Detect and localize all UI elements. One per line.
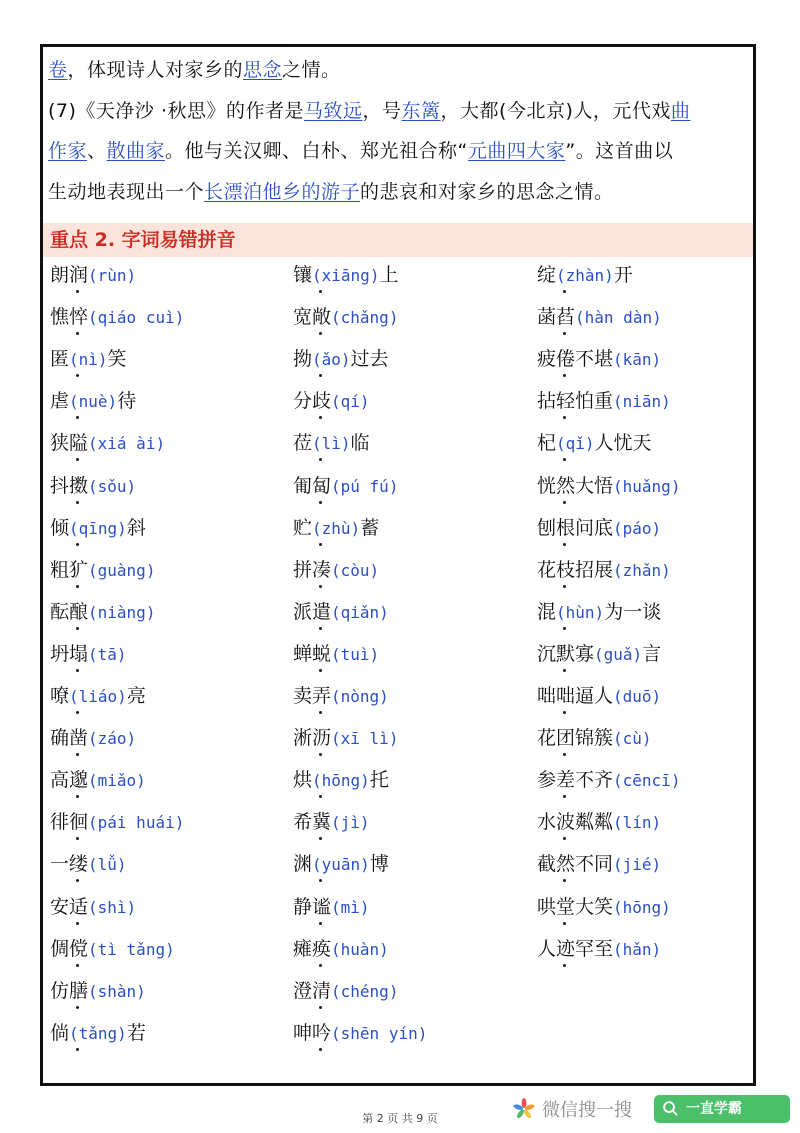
- vocab-word: 仿膳: [50, 979, 89, 1002]
- vocab-word: 粗犷: [50, 558, 89, 581]
- vocab-entry: [293, 936, 389, 963]
- vocab-suffix: 若: [126, 1021, 146, 1044]
- intro-text: [48, 50, 754, 212]
- key-term: 长漂泊他乡的游子: [204, 180, 361, 203]
- vocab-word: 贮: [293, 516, 313, 539]
- vocab-word: 希冀: [293, 811, 332, 834]
- emphasis-dot: [76, 501, 79, 504]
- vocab-pinyin: (cēncī): [613, 771, 681, 791]
- vocab-word: 咄咄逼人: [537, 685, 614, 707]
- vocab-entry: [50, 599, 155, 626]
- emphasis-dot: [319, 1006, 322, 1009]
- vocab-word: 瘫痪: [293, 937, 332, 960]
- emphasis-dot: [563, 922, 566, 925]
- vocab-pinyin: (duō): [613, 687, 662, 706]
- vocab-entry: [50, 936, 175, 963]
- vocab-word: 参差不齐: [537, 769, 614, 792]
- emphasis-dot: [563, 627, 566, 630]
- emphasis-dot: [76, 922, 79, 925]
- emphasis-dot: [319, 501, 322, 504]
- vocab-entry: [293, 1020, 427, 1047]
- vocab-entry: [293, 430, 370, 457]
- vocab-word: 憔悴: [50, 306, 89, 329]
- vocab-pinyin: (qǐ): [556, 434, 595, 454]
- vocab-entry: [293, 809, 370, 836]
- emphasis-dot: [76, 964, 79, 967]
- vocab-word: 呻吟: [293, 1021, 332, 1044]
- vocab-word: 一缕: [50, 853, 89, 876]
- emphasis-dot: [319, 585, 322, 588]
- vocab-entry: [537, 557, 671, 584]
- page-number: 第 2 页 共 9 页: [362, 1112, 438, 1125]
- vocab-pinyin: (zhǎn): [613, 560, 671, 580]
- emphasis-dot: [76, 1048, 79, 1051]
- vocab-pinyin: (qiǎn): [331, 602, 389, 622]
- vocab-pinyin: (pú fú): [331, 476, 399, 496]
- vocab-pinyin: (guǎ): [594, 644, 643, 664]
- vocab-word: 卖弄: [293, 685, 332, 707]
- intro-line-4: 生动地表现出一个长漂泊他乡的游子的悲哀和对家乡的思念之情。: [48, 180, 614, 203]
- emphasis-dot: [76, 711, 79, 714]
- vocab-pinyin: (huǎng): [613, 476, 681, 496]
- vocab-entry: [293, 683, 389, 710]
- emphasis-dot: [563, 501, 566, 504]
- vocab-pinyin: (zhù): [312, 518, 361, 538]
- vocab-entry: [537, 304, 662, 331]
- vocab-word: 匍匐: [293, 474, 332, 497]
- vocab-pinyin: (nuè): [69, 392, 118, 412]
- vocab-pinyin: (shàn): [88, 981, 146, 1001]
- vocab-pinyin: (nì): [69, 350, 108, 370]
- vocab-word: 恍然大悟: [537, 474, 614, 497]
- vocab-pinyin: (hàn dàn): [575, 308, 662, 328]
- vocab-word: 杞: [537, 432, 557, 455]
- emphasis-dot: [76, 290, 79, 293]
- emphasis-dot: [319, 290, 322, 293]
- vocab-suffix: 斜: [126, 516, 146, 539]
- emphasis-dot: [76, 1006, 79, 1009]
- vocab-suffix: 待: [117, 390, 137, 413]
- vocab-entry: [50, 725, 136, 752]
- vocab-word: 疲倦不堪: [537, 348, 614, 371]
- vocab-word: 派遣: [293, 600, 332, 623]
- intro-line-2: (7)《天净沙 ·秋思》的作者是马致远，号东篱，大都(今北京)人，元代戏曲: [48, 99, 691, 122]
- vocab-pinyin: (pái huái): [88, 813, 185, 833]
- vocab-word: 拗: [293, 348, 313, 371]
- vocab-suffix: 蓄: [360, 516, 380, 539]
- vocab-entry: [50, 809, 184, 836]
- emphasis-dot: [563, 585, 566, 588]
- vocab-pinyin: (tā): [88, 644, 127, 664]
- vocab-entry: [50, 304, 184, 331]
- emphasis-dot: [563, 964, 566, 967]
- vocab-pinyin: (hǎn): [613, 939, 662, 959]
- vocab-pinyin: (ǎo): [312, 350, 351, 370]
- vocab-pinyin: (qí): [331, 392, 370, 412]
- key-term: 曲: [670, 99, 691, 122]
- vocab-word: 渊: [293, 853, 313, 876]
- vocab-entry: [293, 894, 370, 921]
- vocab-pinyin: (rùn): [88, 266, 137, 285]
- vocab-entry: [50, 515, 146, 542]
- vocab-entry: [537, 346, 661, 373]
- vocab-pinyin: (hōng): [312, 771, 370, 791]
- vocab-word: 淅沥: [293, 727, 332, 750]
- vocab-suffix: 言: [642, 642, 662, 665]
- vocab-entry: [293, 515, 379, 542]
- vocab-entry: [537, 683, 661, 710]
- vocab-pinyin: (còu): [331, 560, 380, 580]
- vocab-word: 高邈: [50, 769, 89, 792]
- vocab-pinyin: (niàng): [88, 602, 156, 622]
- vocab-entry: [50, 473, 136, 500]
- intro-line-1: 卷，体现诗人对家乡的思念之情。: [48, 59, 341, 81]
- vocab-entry: [537, 725, 652, 752]
- vocab-word: 烘: [293, 769, 313, 792]
- vocab-word: 抖擞: [50, 474, 89, 497]
- vocab-word: 确凿: [50, 727, 89, 750]
- vocab-entry: [293, 599, 389, 626]
- vocab-pinyin: (zhàn): [556, 266, 614, 285]
- vocab-word: 人迹罕至: [537, 937, 614, 960]
- vocab-entry: [50, 894, 136, 921]
- vocab-pinyin: (shēn yín): [331, 1023, 428, 1043]
- vocab-word: 坍塌: [50, 642, 89, 665]
- vocab-word: 拈轻怕重: [537, 390, 614, 413]
- vocab-pinyin: (niān): [613, 392, 671, 412]
- vocab-entry: [537, 851, 661, 878]
- vocab-word: 莅: [293, 432, 313, 455]
- vocab-word: 酝酿: [50, 600, 89, 623]
- vocab-word: 蝉蜕: [293, 642, 332, 665]
- emphasis-dot: [563, 669, 566, 672]
- emphasis-dot: [76, 585, 79, 588]
- vocab-word: 分歧: [293, 390, 332, 413]
- vocab-word: 倾: [50, 516, 70, 539]
- vocab-suffix: 上: [379, 264, 399, 286]
- vocab-entry: [537, 262, 633, 289]
- vocab-pinyin: (miǎo): [88, 771, 146, 791]
- vocab-word: 花枝招展: [537, 558, 614, 581]
- vocab-word: 拼凑: [293, 558, 332, 581]
- key-term: 作家: [48, 140, 88, 162]
- vocab-entry: [293, 725, 398, 752]
- emphasis-dot: [319, 964, 322, 967]
- emphasis-dot: [319, 669, 322, 672]
- vocab-entry: [537, 473, 680, 500]
- vocab-entry: [537, 894, 671, 921]
- vocab-pinyin: (lì): [312, 434, 351, 454]
- vocab-suffix: 笑: [107, 348, 127, 371]
- vocab-entry: [50, 262, 136, 289]
- emphasis-dot: [76, 543, 79, 546]
- vocab-pinyin: (páo): [613, 518, 662, 538]
- wechat-search-button[interactable]: [654, 1095, 790, 1123]
- vocab-suffix: 托: [369, 769, 389, 792]
- watermark-text: 微信搜一搜: [542, 1100, 632, 1121]
- key-term: 思念: [243, 59, 283, 81]
- vocab-pinyin: (chéng): [331, 981, 399, 1001]
- vocab-pinyin: (cù): [613, 729, 652, 749]
- vocab-entry: [50, 346, 127, 373]
- vocab-entry: [293, 557, 379, 584]
- vocab-entry: [50, 1020, 146, 1047]
- section-title: 重点 2. 字词易错拼音: [50, 229, 236, 251]
- vocab-pinyin: (yuān): [312, 855, 370, 875]
- vocab-entry: [293, 641, 379, 668]
- emphasis-dot: [319, 543, 322, 546]
- vocab-word: 倘: [50, 1021, 70, 1044]
- vocab-word: 混: [537, 600, 557, 623]
- emphasis-dot: [563, 290, 566, 293]
- vocab-entry: [537, 599, 661, 626]
- emphasis-dot: [319, 711, 322, 714]
- vocab-pinyin: (kān): [613, 350, 662, 370]
- key-term: 马致远: [304, 99, 363, 122]
- intro-line-3: 作家、散曲家。他与关汉卿、白朴、郑光祖合称“元曲四大家”。这首曲以: [48, 140, 674, 162]
- vocab-word: 刨根问底: [537, 516, 614, 539]
- vocab-word: 绽: [537, 264, 557, 286]
- vocab-suffix: 人忧天: [594, 432, 652, 455]
- vocab-word: 嘹: [50, 685, 70, 707]
- vocab-entry: [293, 346, 389, 373]
- vocab-pinyin: (lín): [613, 813, 662, 833]
- vocab-pinyin: (tuì): [331, 644, 380, 664]
- search-label: 一直学霸: [686, 1101, 742, 1117]
- vocab-word: 狭隘: [50, 432, 89, 455]
- vocab-pinyin: (shì): [88, 897, 137, 917]
- vocab-word: 朗润: [50, 264, 89, 286]
- vocab-suffix: 开: [613, 264, 633, 286]
- vocab-word: 虐: [50, 390, 70, 413]
- vocab-word: 水波粼粼: [537, 811, 614, 834]
- vocab-pinyin: (záo): [88, 729, 137, 749]
- vocab-entry: [537, 388, 671, 415]
- vocab-pinyin: (hōng): [613, 897, 671, 917]
- vocab-suffix: 亮: [126, 685, 146, 707]
- vocab-word: 倜傥: [50, 937, 89, 960]
- vocab-word: 沉默寡: [537, 642, 595, 665]
- key-term: 东篱: [401, 99, 441, 122]
- vocab-suffix: 为一谈: [604, 600, 662, 623]
- emphasis-dot: [563, 711, 566, 714]
- vocab-entry: [537, 767, 680, 794]
- vocab-word: 徘徊: [50, 811, 89, 834]
- vocab-pinyin: (jì): [331, 813, 370, 833]
- vocab-word: 宽敞: [293, 306, 332, 329]
- key-term: 散曲家: [106, 140, 166, 162]
- vocab-suffix: 临: [350, 432, 370, 455]
- vocab-word: 花团锦簇: [537, 727, 614, 750]
- vocab-entry: [293, 767, 389, 794]
- vocab-entry: [537, 430, 652, 457]
- vocab-suffix: 博: [369, 853, 389, 876]
- wechat-search-logo-icon: [512, 1097, 536, 1121]
- vocab-word: 菡萏: [537, 306, 576, 329]
- vocab-entry: [293, 304, 398, 331]
- emphasis-dot: [76, 627, 79, 630]
- vocab-word: 静谧: [293, 895, 332, 918]
- vocab-word: 澄清: [293, 979, 332, 1002]
- key-term: 卷: [48, 59, 68, 81]
- vocab-pinyin: (nòng): [331, 687, 389, 706]
- vocab-pinyin: (tǎng): [69, 1023, 127, 1043]
- vocab-entry: [293, 851, 389, 878]
- vocab-pinyin: (sǒu): [88, 476, 137, 496]
- vocab-pinyin: (xiá ài): [88, 434, 166, 454]
- vocab-word: 匿: [50, 348, 70, 371]
- vocab-entry: [50, 978, 146, 1005]
- vocab-pinyin: (lǚ): [88, 855, 127, 875]
- vocab-entry: [537, 809, 661, 836]
- vocab-entry: [537, 641, 661, 668]
- vocab-entry: [50, 557, 155, 584]
- vocab-pinyin: (chǎng): [331, 308, 399, 328]
- vocab-entry: [293, 473, 398, 500]
- vocab-pinyin: (xiāng): [312, 266, 380, 285]
- vocab-pinyin: (guàng): [88, 560, 156, 580]
- vocab-pinyin: (mì): [331, 897, 370, 917]
- vocab-entry: [293, 978, 398, 1005]
- vocab-word: 截然不同: [537, 853, 614, 876]
- vocab-pinyin: (tì tǎng): [88, 939, 175, 959]
- vocab-word: 哄堂大笑: [537, 895, 614, 918]
- emphasis-dot: [76, 669, 79, 672]
- vocab-pinyin: (liáo): [69, 687, 127, 706]
- vocab-pinyin: (xī lì): [331, 729, 399, 749]
- vocab-entry: [293, 262, 398, 289]
- vocab-entry: [50, 388, 136, 415]
- vocab-entry: [50, 430, 165, 457]
- vocab-entry: [537, 515, 661, 542]
- emphasis-dot: [563, 543, 566, 546]
- vocab-entry: [293, 388, 370, 415]
- emphasis-dot: [319, 627, 322, 630]
- emphasis-dot: [319, 922, 322, 925]
- vocab-entry: [50, 851, 127, 878]
- search-icon: [662, 1100, 679, 1117]
- vocab-entry: [50, 767, 146, 794]
- emphasis-dot: [319, 1048, 322, 1051]
- vocab-word: 镶: [293, 264, 313, 286]
- vocab-pinyin: (huàn): [331, 939, 389, 959]
- vocab-entry: [537, 936, 661, 963]
- vocab-entry: [50, 641, 127, 668]
- vocab-pinyin: (qīng): [69, 518, 127, 538]
- vocab-suffix: 过去: [350, 348, 389, 371]
- key-term: 元曲四大家: [467, 140, 566, 162]
- vocab-entry: [50, 683, 146, 710]
- vocab-word: 安适: [50, 895, 89, 918]
- vocab-pinyin: (jié): [613, 855, 662, 875]
- vocab-pinyin: (qiáo cuì): [88, 308, 185, 328]
- vocab-pinyin: (hùn): [556, 602, 605, 622]
